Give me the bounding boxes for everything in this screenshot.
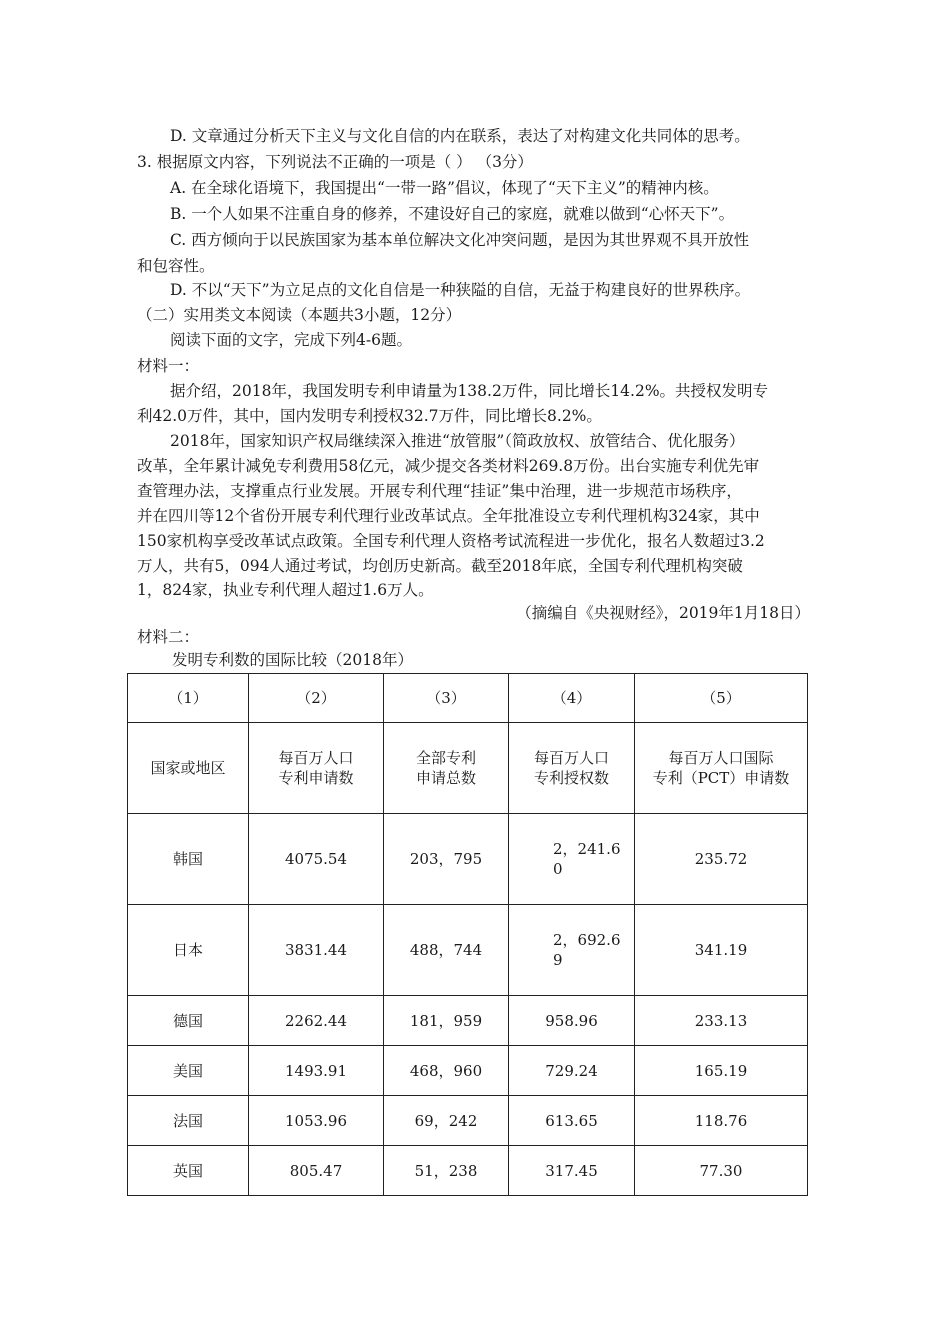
table-caption: 发明专利数的国际比较（2018年） xyxy=(172,651,413,669)
cell-grants: 729.24 xyxy=(509,1046,635,1096)
option-c-cont: 和包容性。 xyxy=(137,257,215,275)
option-c: C. 西方倾向于以民族国家为基本单位解决文化冲突问题，是因为其世界观不具开放性 xyxy=(170,231,750,249)
material-2-label: 材料二： xyxy=(137,628,200,646)
material-1-p1-cont: 利42.0万件，其中，国内发明专利授权32.7万件，同比增长8.2%。 xyxy=(137,407,602,425)
col-number: （1） xyxy=(128,674,249,723)
material-1-p2-l5: 150家机构享受改革试点政策。全国专利代理人资格考试流程进一步优化，报名人数超过3.2 xyxy=(137,532,765,550)
col-number: （4） xyxy=(509,674,635,723)
section-heading: （二）实用类文本阅读（本题共3小题，12分） xyxy=(137,306,462,324)
source-citation: （摘编自《央视财经》，2019年1月18日） xyxy=(516,604,810,622)
material-1-p2-l6: 万人，共有5，094人通过考试，均创历史新高。截至2018年底，全国专利代理机构突破 xyxy=(137,557,743,575)
header-total-apps: 全部专利 申请总数 xyxy=(384,723,509,814)
option-b: B. 一个人如果不注重自身的修养，不建设好自己的家庭，就难以做到“心怀天下”。 xyxy=(170,205,735,223)
col-number: （3） xyxy=(384,674,509,723)
cell-pct: 233.13 xyxy=(635,996,808,1046)
table-row xyxy=(128,1146,808,1196)
option-d: D. 不以“天下”为立足点的文化自信是一种狭隘的自信，无益于构建良好的世界秩序。 xyxy=(170,281,751,299)
col-number: （5） xyxy=(635,674,808,723)
cell-grants: 2，692.6 9 xyxy=(509,905,635,996)
material-1-p2-l2: 改革，全年累计减免专利费用58亿元，减少提交各类材料269.8万份。出台实施专利优先审 xyxy=(137,457,760,475)
header-pct-per-million: 每百万人口国际 专利（PCT）申请数 xyxy=(635,723,808,814)
option-a: A. 在全球化语境下，我国提出“一带一路”倡议，体现了“天下主义”的精神内核。 xyxy=(170,179,719,197)
table-row xyxy=(128,905,808,996)
material-1-p2-l3: 查管理办法，支撑重点行业发展。开展专利代理“挂证”集中治理，进一步规范市场秩序， xyxy=(137,482,742,500)
cell-pct: 235.72 xyxy=(635,814,808,905)
cell-apps-per-million: 3831.44 xyxy=(249,905,384,996)
cell-total-apps: 203，795 xyxy=(384,814,509,905)
option-d-q2: D. 文章通过分析天下主义与文化自信的内在联系，表达了对构建文化共同体的思考。 xyxy=(170,127,750,145)
cell-total-apps: 488，744 xyxy=(384,905,509,996)
cell-region: 英国 xyxy=(128,1146,249,1196)
cell-grants: 317.45 xyxy=(509,1146,635,1196)
cell-region: 韩国 xyxy=(128,814,249,905)
patent-comparison-table xyxy=(127,673,808,1196)
cell-region: 法国 xyxy=(128,1096,249,1146)
cell-total-apps: 468，960 xyxy=(384,1046,509,1096)
cell-total-apps: 181，959 xyxy=(384,996,509,1046)
cell-apps-per-million: 1493.91 xyxy=(249,1046,384,1096)
material-1-p2-l7: 1，824家，执业专利代理人超过1.6万人。 xyxy=(137,581,434,599)
cell-apps-per-million: 805.47 xyxy=(249,1146,384,1196)
cell-total-apps: 69，242 xyxy=(384,1096,509,1146)
table-row xyxy=(128,1046,808,1096)
cell-pct: 118.76 xyxy=(635,1096,808,1146)
col-number: （2） xyxy=(249,674,384,723)
material-1-p1: 据介绍，2018年，我国发明专利申请量为138.2万件，同比增长14.2%。共授权发明专 xyxy=(170,382,769,400)
question-3: 3. 根据原文内容，下列说法不正确的一项是（ ） （3分） xyxy=(137,153,533,171)
cell-apps-per-million: 2262.44 xyxy=(249,996,384,1046)
table-row xyxy=(128,1096,808,1146)
cell-apps-per-million: 1053.96 xyxy=(249,1096,384,1146)
cell-region: 日本 xyxy=(128,905,249,996)
cell-grants: 958.96 xyxy=(509,996,635,1046)
cell-grants: 613.65 xyxy=(509,1096,635,1146)
cell-pct: 165.19 xyxy=(635,1046,808,1096)
header-row xyxy=(128,723,808,814)
header-region: 国家或地区 xyxy=(128,723,249,814)
instruction: 阅读下面的文字，完成下列4-6题。 xyxy=(170,331,412,349)
material-1-p2: 2018年，国家知识产权局继续深入推进“放管服”（简政放权、放管结合、优化服务） xyxy=(170,432,745,450)
table-row xyxy=(128,996,808,1046)
cell-total-apps: 51，238 xyxy=(384,1146,509,1196)
cell-apps-per-million: 4075.54 xyxy=(249,814,384,905)
header-grants-per-million: 每百万人口 专利授权数 xyxy=(509,723,635,814)
cell-grants: 2，241.6 0 xyxy=(509,814,635,905)
cell-region: 德国 xyxy=(128,996,249,1046)
material-1-label: 材料一： xyxy=(137,357,200,375)
cell-pct: 77.30 xyxy=(635,1146,808,1196)
cell-region: 美国 xyxy=(128,1046,249,1096)
column-number-row xyxy=(128,674,808,723)
cell-pct: 341.19 xyxy=(635,905,808,996)
material-1-p2-l4: 并在四川等12个省份开展专利代理行业改革试点。全年批准设立专利代理机构324家，其中 xyxy=(137,507,760,525)
table-row xyxy=(128,814,808,905)
header-apps-per-million: 每百万人口 专利申请数 xyxy=(249,723,384,814)
